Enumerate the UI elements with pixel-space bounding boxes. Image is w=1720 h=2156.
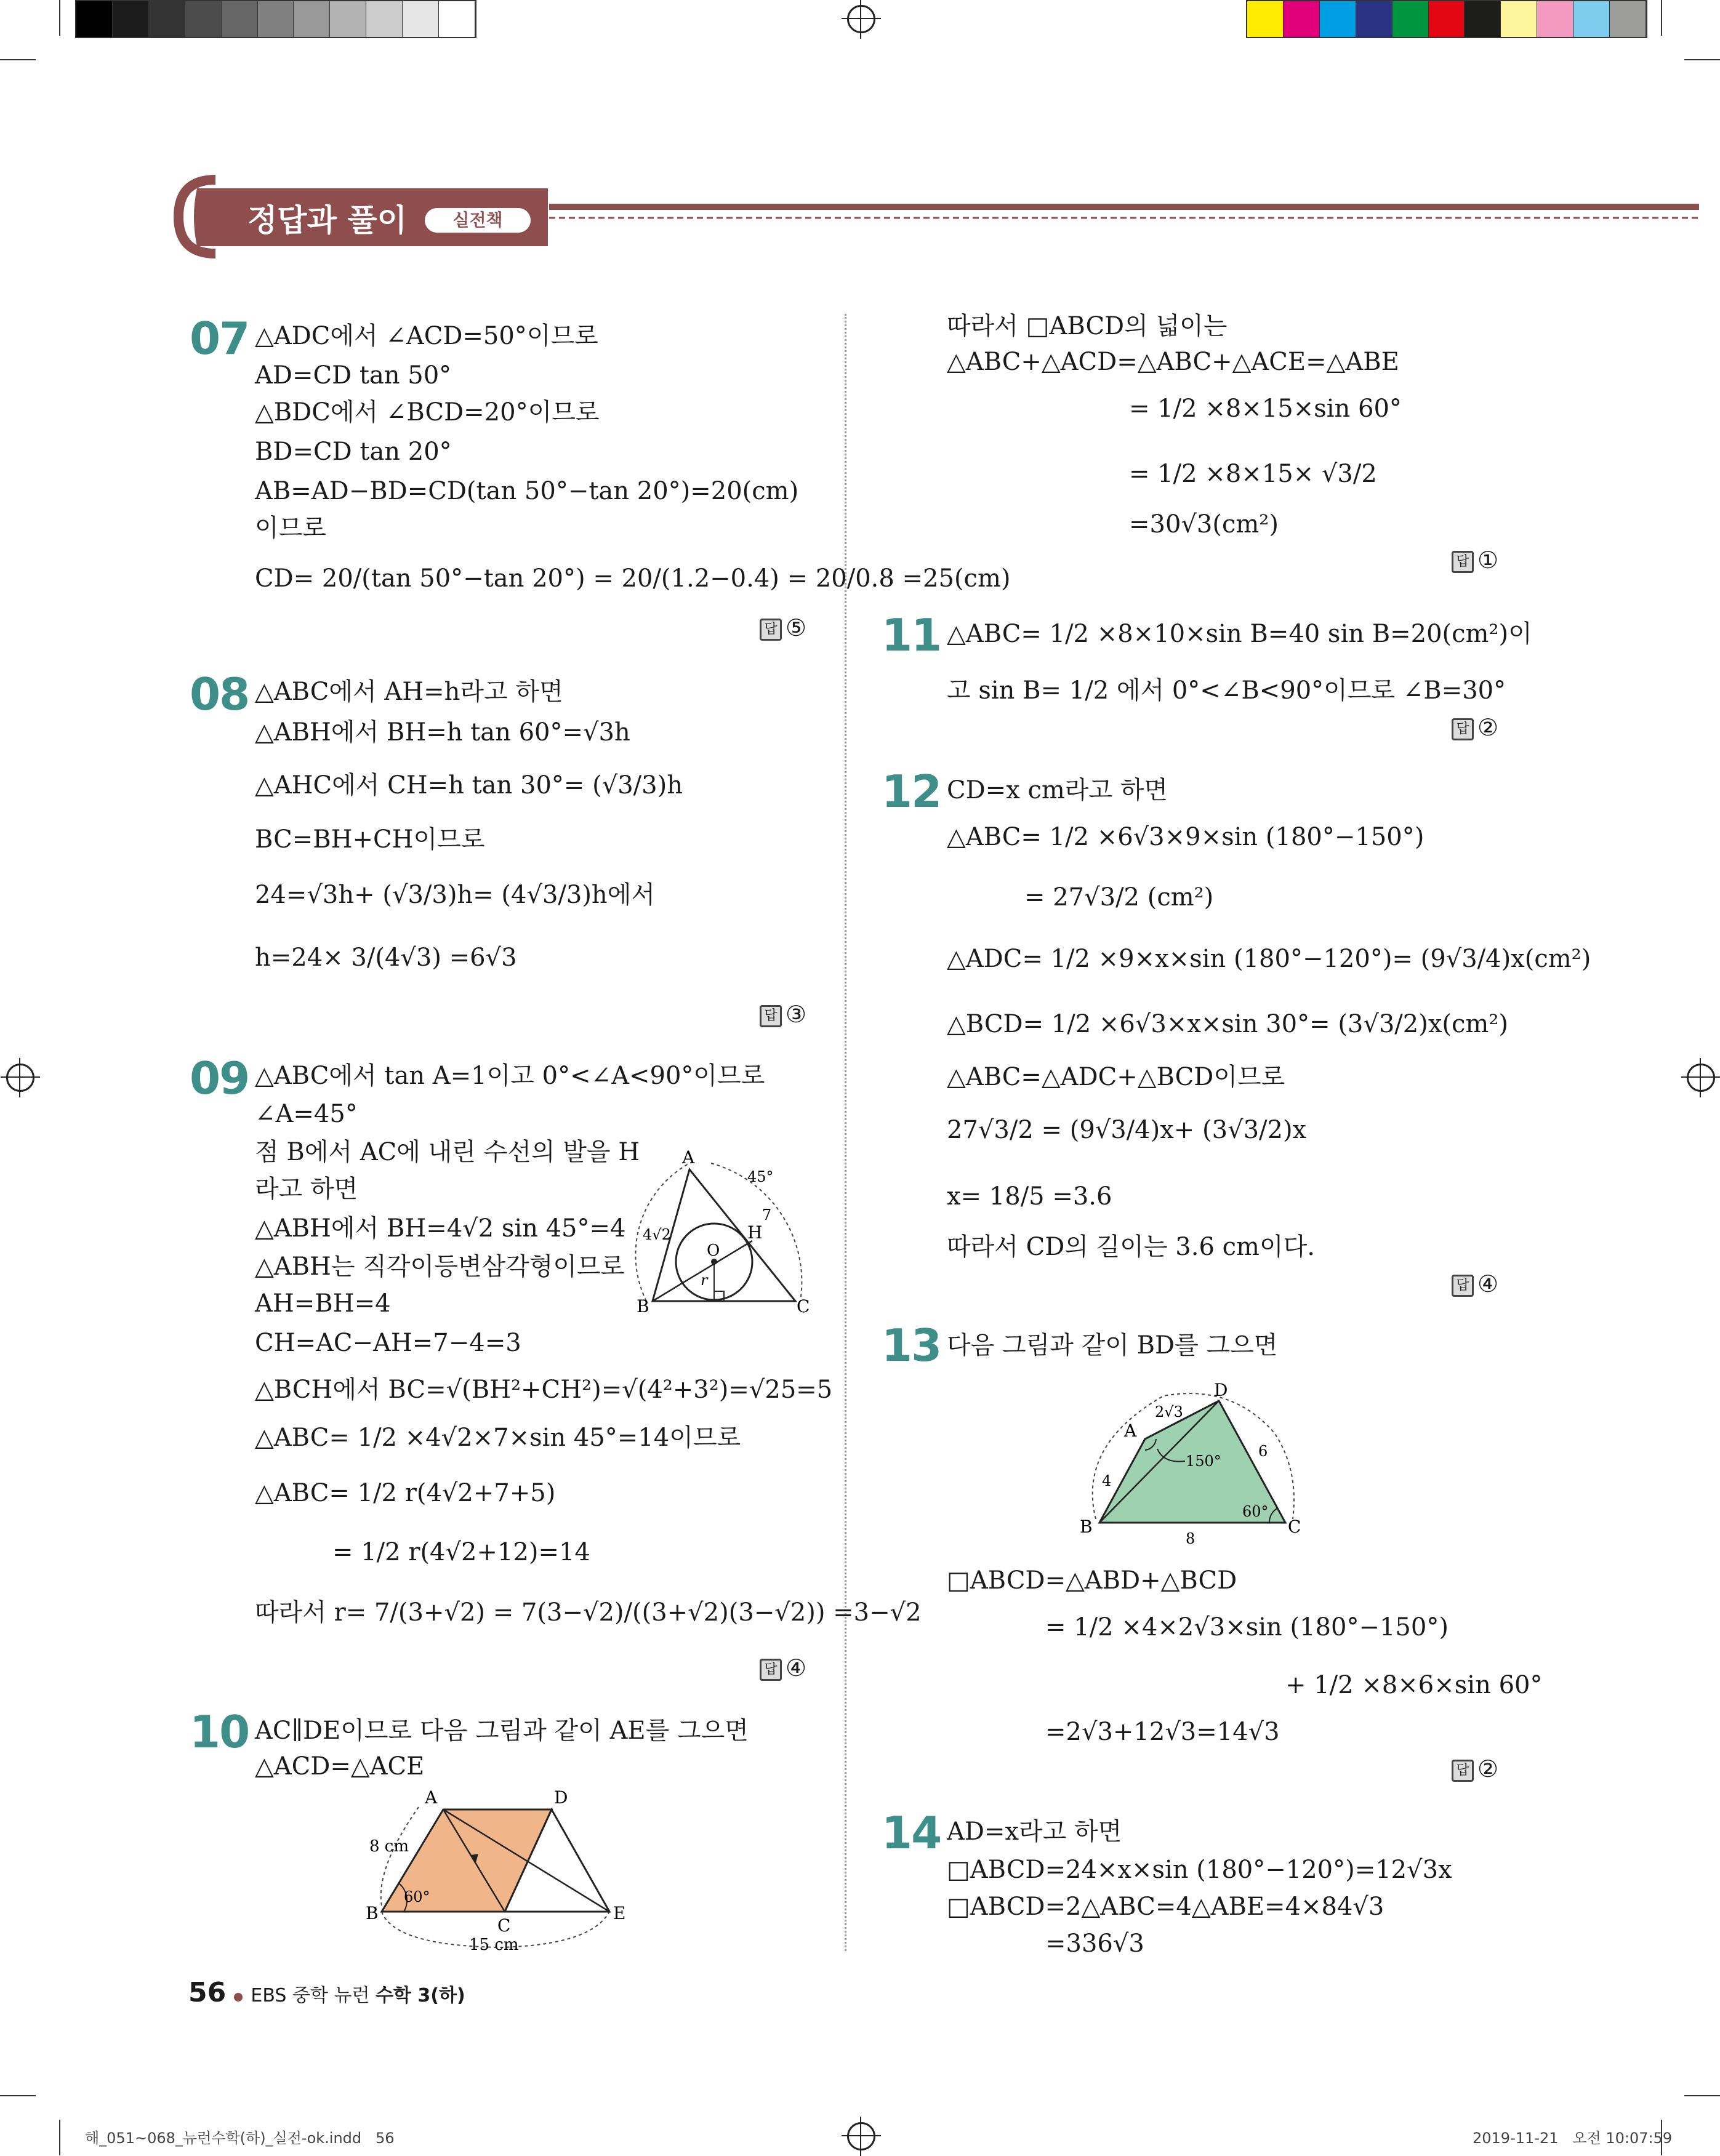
solution-line: CD= 20/(tan 50°−tan 20°) = 20/(1.2−0.4) = 20/0.8 =25(cm) [255,564,1011,593]
label-B: B [1080,1517,1093,1537]
color-swatch [1247,1,1284,37]
solution-line: =336√3 [1045,1930,1144,1958]
crop-mark [1661,0,1662,36]
slug-file: 해_051~068_뉴런수학(하)_실전-ok.indd 56 [85,2130,395,2147]
color-swatch [258,1,294,37]
label-60: 60° [1242,1503,1269,1520]
answer-choice: ④ [1477,1270,1499,1297]
label-r: r [701,1272,708,1289]
solution-line: + 1/2 ×8×6×sin 60° [1285,1671,1543,1699]
registration-mark [847,2122,875,2150]
color-swatch [1537,1,1573,37]
solution-line: 점 B에서 AC에 내린 수선의 발을 H [255,1138,640,1166]
problem-number: 11 [882,609,941,661]
color-swatch [76,1,113,37]
label-15cm: 15 cm [469,1936,519,1954]
label-E: E [613,1903,626,1923]
solution-line: □ABCD=24×x×sin (180°−120°)=12√3x [947,1856,1452,1884]
solution-line: AD=x라고 하면 [947,1817,1122,1846]
label-8cm: 8 cm [369,1837,409,1856]
label-H: H [747,1222,763,1243]
color-swatch [1392,1,1429,37]
book-subject: 수학 3(하) [376,1985,465,2006]
answer-mark [760,614,806,641]
problem-number: 12 [882,766,941,817]
color-swatch [294,1,330,37]
solution-line: △ABC에서 tan A=1이고 0°<∠A<90°이므로 [255,1062,765,1090]
solution-line: = 1/2 ×8×15× √3/2 [1129,460,1377,488]
page-footer [188,1977,465,2008]
label-60: 60° [404,1888,430,1906]
color-swatch [113,1,149,37]
slug-date: 2019-11-21 오전 10:07:59 [1473,2130,1673,2147]
solution-line: CD=x cm라고 하면 [947,776,1168,804]
solution-line: x= 18/5 =3.6 [947,1182,1112,1211]
problem-number: 14 [882,1807,941,1859]
solution-line: □ABCD=△ABD+△BCD [947,1566,1237,1595]
label-C: C [797,1296,810,1316]
solution-line: = 1/2 ×8×15×sin 60° [1129,395,1402,423]
quadrilateral-figure [1071,1371,1317,1556]
answer-choice: ③ [786,1001,807,1028]
crop-mark [1684,59,1720,60]
answer-label: 답 [760,1005,782,1027]
solution-line: = 1/2 ×4×2√3×sin (180°−150°) [1045,1613,1449,1641]
solution-line: 27√3/2 = (9√3/4)x+ (3√3/2)x [947,1116,1307,1144]
solution-line: 24=√3h+ (√3/3)h= (4√3/3)h에서 [255,881,655,909]
color-bar [1246,0,1647,38]
book-title: EBS 중학 뉴런 [251,1985,376,2006]
color-swatch [1284,1,1320,37]
answer-mark [1452,547,1498,574]
column-divider [845,314,846,1951]
solution-line: AH=BH=4 [255,1289,391,1318]
solution-line: △BCD= 1/2 ×6√3×x×sin 30°= (3√3/2)x(cm²) [947,1010,1508,1038]
color-swatch [403,1,439,37]
solution-line: BC=BH+CH이므로 [255,825,485,854]
solution-line: □ABCD=2△ABC=4△ABE=4×84√3 [947,1893,1384,1921]
label-4: 4 [1102,1472,1112,1489]
solution-line: △ABC=△ADC+△BCD이므로 [947,1063,1285,1091]
grayscale-bar [75,0,476,38]
registration-mark [847,5,875,33]
color-swatch [1610,1,1646,37]
bullet-icon [234,1993,243,2002]
solution-line: △ABC에서 AH=h라고 하면 [255,678,563,706]
solution-line: = 27√3/2 (cm²) [1024,883,1214,912]
answer-choice: ① [1477,547,1499,574]
color-swatch [1320,1,1356,37]
answer-choice: ⑤ [786,614,807,641]
answer-mark [1452,1270,1498,1297]
solution-line: AC∥DE이므로 다음 그림과 같이 AE를 그으면 [255,1717,749,1745]
solution-line: 따라서 r= 7/(3+√2) = 7(3−√2)/((3+√2)(3−√2)) =3−√2 [255,1598,922,1627]
solution-line: AD=CD tan 50° [255,361,452,390]
solution-line: 고 sin B= 1/2 에서 0°<∠B<90°이므로 ∠B=30° [947,676,1506,705]
registration-mark [6,1064,34,1092]
problem-number: 09 [190,1052,249,1104]
answer-label: 답 [760,619,782,641]
label-7: 7 [762,1206,772,1224]
crop-mark [0,2095,36,2096]
problem-number: 07 [190,313,249,364]
solution-line: △ADC= 1/2 ×9×x×sin (180°−120°)= (9√3/4)x(cm²) [947,945,1591,973]
label-A: A [425,1787,438,1808]
solution-line: △ADC에서 ∠ACD=50°이므로 [255,322,598,350]
label-D: D [1214,1380,1228,1400]
label-45: 45° [747,1168,774,1185]
registration-mark [1687,1064,1715,1092]
page-number: 56 [188,1977,227,2008]
solution-line: △ABH에서 BH=h tan 60°=√3h [255,718,630,747]
color-swatch [1501,1,1537,37]
color-swatch [366,1,403,37]
answer-mark [1452,714,1498,741]
color-swatch [330,1,366,37]
solution-line: h=24× 3/(4√3) =6√3 [255,944,517,972]
solution-line: △AHC에서 CH=h tan 30°= (√3/3)h [255,771,683,799]
solution-line: △ABC= 1/2 ×6√3×9×sin (180°−150°) [947,823,1425,851]
label-A: A [682,1147,695,1168]
solution-line: △ABH에서 BH=4√2 sin 45°=4 [255,1214,626,1243]
label-O: O [707,1241,720,1260]
solution-line: = 1/2 r(4√2+12)=14 [332,1538,590,1566]
answer-mark [760,1001,806,1028]
solution-line: ∠A=45° [255,1100,358,1128]
header-badge: 실전책 [425,208,531,233]
label-2root3: 2√3 [1155,1403,1183,1421]
label-150: 150° [1186,1453,1221,1470]
header-title: 정답과 풀이 [247,202,407,238]
label-6: 6 [1258,1443,1268,1460]
color-swatch [1356,1,1392,37]
crop-mark [59,0,60,36]
solution-line: △BCH에서 BC=√(BH²+CH²)=√(4²+3²)=√25=5 [255,1376,833,1404]
solution-line: 따라서 CD의 길이는 3.6 cm이다. [947,1233,1315,1261]
answer-label: 답 [1452,718,1474,740]
solution-line: 이므로 [255,514,326,542]
answer-mark [1452,1755,1498,1782]
label-A: A [1124,1421,1137,1441]
solution-line: △ABC= 1/2 r(4√2+7+5) [255,1479,556,1507]
problem-number: 08 [190,668,249,720]
color-swatch [222,1,258,37]
solution-line: =2√3+12√3=14√3 [1045,1718,1280,1746]
solution-line: △ABC= 1/2 ×4√2×7×sin 45°=14이므로 [255,1424,741,1452]
problem-number: 10 [190,1706,249,1758]
label-D: D [554,1787,568,1808]
answer-label: 답 [1452,1275,1474,1297]
solution-line: △ABH는 직각이등변삼각형이므로 [255,1252,625,1281]
trapezoid-figure [357,1782,640,1961]
solution-line: =30√3(cm²) [1129,510,1279,539]
solution-line: BD=CD tan 20° [255,438,452,466]
solution-line: CH=AC−AH=7−4=3 [255,1329,521,1357]
answer-choice: ② [1477,714,1499,741]
label-4root2: 4√2 [643,1226,671,1243]
solution-line: △ABC+△ACD=△ABC+△ACE=△ABE [947,348,1399,376]
solution-line: △ACD=△ACE [255,1752,425,1781]
solution-line: 라고 하면 [255,1175,358,1203]
answer-label: 답 [1452,551,1474,573]
color-swatch [1573,1,1610,37]
crop-mark [59,2120,60,2155]
label-B: B [366,1903,379,1923]
solution-line: 따라서 □ABCD의 넓이는 [947,312,1228,340]
crop-mark [1684,2095,1720,2096]
triangle-incircle-figure [634,1145,819,1323]
solution-line: 다음 그림과 같이 BD를 그으면 [947,1331,1278,1360]
solution-line: AB=AD−BD=CD(tan 50°−tan 20°)=20(cm) [255,477,799,505]
color-swatch [185,1,222,37]
color-swatch [1429,1,1465,37]
answer-label: 답 [1452,1760,1474,1782]
color-swatch [149,1,185,37]
color-swatch [439,1,475,37]
answer-mark [760,1654,806,1681]
problem-number: 13 [882,1320,941,1371]
answer-label: 답 [760,1659,782,1681]
solution-line: △ABC= 1/2 ×8×10×sin B=40 sin B=20(cm²)이 [947,620,1532,648]
answer-choice: ④ [786,1654,807,1681]
label-C: C [497,1915,511,1936]
label-B: B [637,1296,649,1316]
answer-choice: ② [1477,1755,1499,1782]
label-C: C [1288,1517,1301,1537]
label-8: 8 [1186,1530,1196,1547]
crop-mark [0,59,36,60]
color-swatch [1465,1,1501,37]
solution-line: △BDC에서 ∠BCD=20°이므로 [255,398,600,427]
